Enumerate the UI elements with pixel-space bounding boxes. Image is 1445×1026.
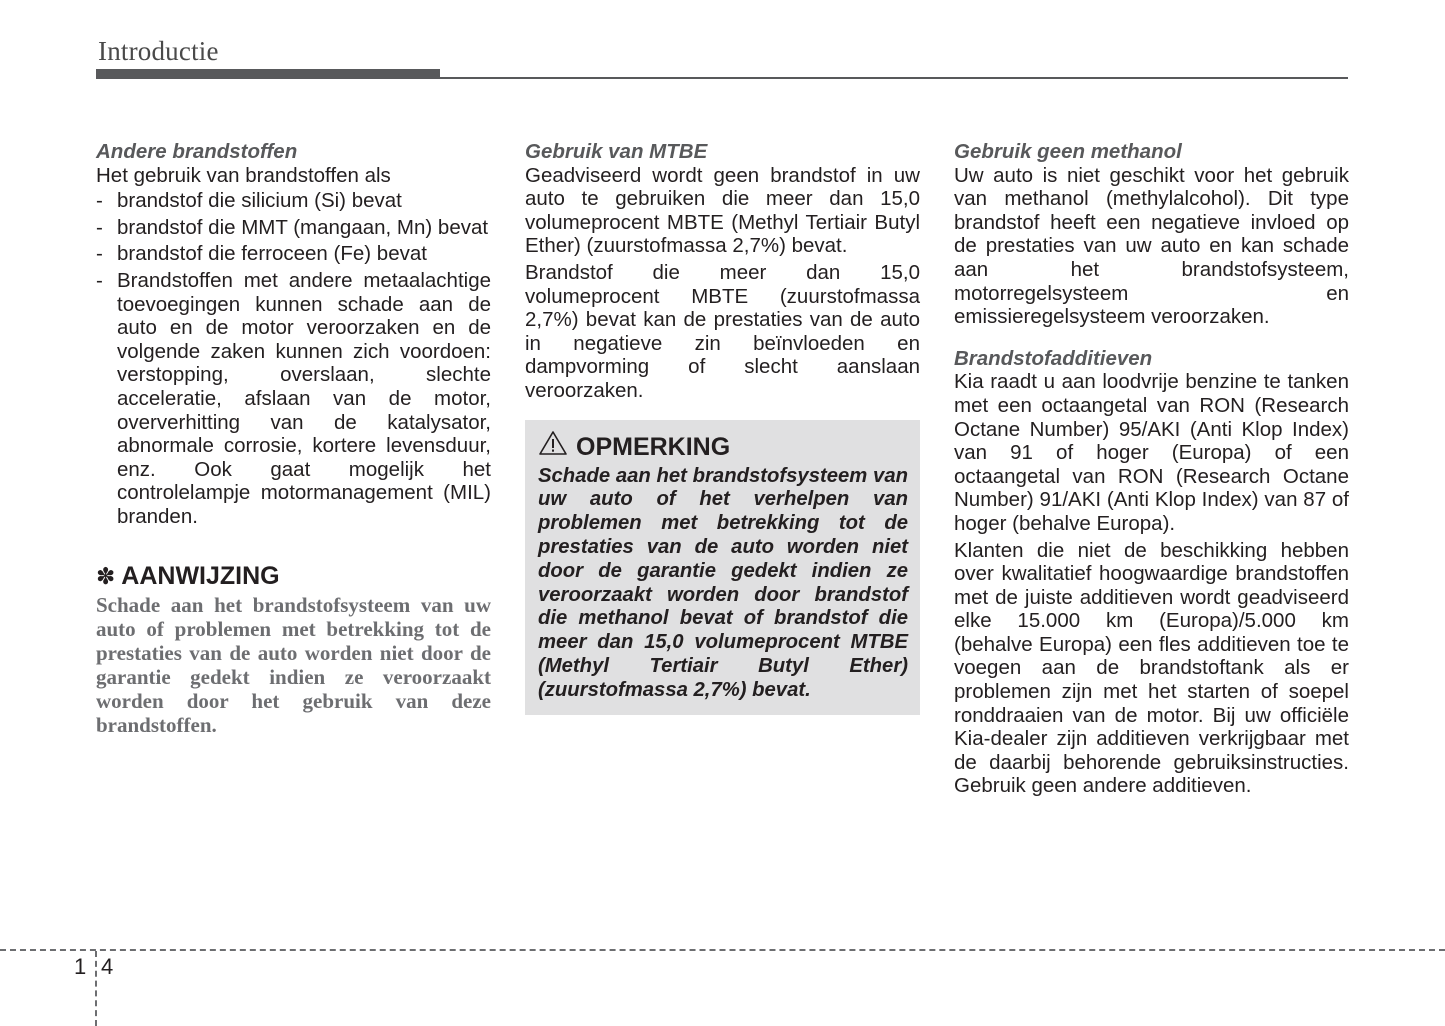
- paragraph: Uw auto is niet geschikt voor het gebruik van methanol (methylalcohol). Dit type brandstof heeft een negatieve invloed op de prestaties van uw auto en kan schade aan het brandstofsysteem, motorregelsysteem en emissieregelsysteem veroorzaken.: [954, 163, 1349, 329]
- paragraph: Brandstof die meer dan 15,0 volumeprocent MBTE (zuurstofmassa 2,7%) bevat kan de prestaties van de auto in negatieve zin beïnvloeden en dampvorming of slecht aanslaan veroorzaken.: [525, 260, 920, 402]
- paragraph: Klanten die niet de beschikking hebben over kwalitatief hoogwaardige brandstoffen met de juiste additieven wordt geadviseerd elke 15.000 km (Europa)/5.000 km (behalve Europa) een fles additieven toe te voegen aan de brandstoftank als er problemen zijn met het starten of soepel ronddraaien van de motor. Bij uw officiële Kia-dealer zijn additieven verkrijgbaar met de daarbij behorende gebruiksinstructies. Gebruik geen andere additieven.: [954, 538, 1349, 798]
- note-text: Schade aan het brandstofsysteem van uw auto of problemen met betrekking tot de prestaties van de auto worden niet door de garantie gedekt indien ze veroorzaakt worden door het gebruik van deze brandstoffen.: [96, 592, 491, 737]
- section-heading-mtbe: Gebruik van MTBE: [525, 140, 708, 163]
- caution-heading: [538, 430, 908, 464]
- section-heading-additives: Brandstofadditieven: [954, 346, 1153, 370]
- paragraph: Kia raadt u aan loodvrije benzine te tanken met een octaangetal van RON (Research Octane Number) 95/AKI (Anti Klop Index) van 91 of hoger (Europa) of een octaangetal van RON (Research Octane Number) 91/AKI (Anti Klop Index) van 87 of hoger (behalve Europa).: [954, 370, 1349, 535]
- page-header-title: Introductie: [98, 36, 219, 66]
- note-heading: [96, 561, 491, 591]
- header-rule-thick: [96, 69, 440, 79]
- caution-text: Schade aan het brandstofsysteem van uw auto of het verhelpen van problemen met betrekking tot de prestaties van de auto worden niet door de garantie gedekt indien ze veroorzaakt worden door brandstof die methanol bevat of brandstof die meer dan 15,0 volumeprocent MTBE (Methyl Tertiair Butyl Ether) (zuurstofmassa 2,7%) bevat.: [538, 464, 908, 701]
- asterisk-icon: ✽: [96, 562, 116, 589]
- chapter-number: 1: [74, 954, 87, 979]
- header-rule-thin: [440, 77, 1348, 79]
- caution-box: [525, 420, 920, 715]
- list-item: - Brandstoffen met andere metaalachtige toevoegingen kunnen schade aan de auto en de motor veroorzaken en de volgende zaken kunnen zich voordoen: verstopping, overslaan, slechte acceleratie, afslaan van de motor, oververhitting van de katalysator, abnormale corrosie, kortere levensduur, enz. Ook gaat mogelijk het controlelampje motormanagement (MIL) branden.: [96, 268, 491, 528]
- paragraph: Geadviseerd wordt geen brandstof in uw auto te gebruiken die meer dan 15,0 volumeprocent MBTE (Methyl Tertiair Butyl Ether) (zuurstofmassa 2,7%) bevat.: [525, 163, 920, 258]
- section-heading-other-fuels: Andere brandstoffen: [96, 140, 298, 163]
- page-number: 4: [101, 954, 114, 979]
- footer-vertical-divider: [95, 951, 97, 1026]
- footer-divider: [0, 949, 1445, 951]
- column-middle: [525, 140, 920, 715]
- list-item: - brandstof die silicium (Si) bevat: [96, 189, 402, 213]
- fuel-list: [96, 189, 491, 528]
- list-item: - brandstof die ferroceen (Fe) bevat: [96, 242, 427, 266]
- warning-triangle-icon: [538, 430, 568, 464]
- note-title: AANWIJZING: [121, 561, 280, 590]
- caution-title: OPMERKING: [576, 432, 731, 461]
- list-item: - brandstof die MMT (mangaan, Mn) bevat: [96, 215, 489, 239]
- column-right: [954, 140, 1349, 798]
- section-heading-methanol: Gebruik geen methanol: [954, 140, 1182, 163]
- column-left: [96, 140, 491, 737]
- intro-text: Het gebruik van brandstoffen als: [96, 163, 391, 187]
